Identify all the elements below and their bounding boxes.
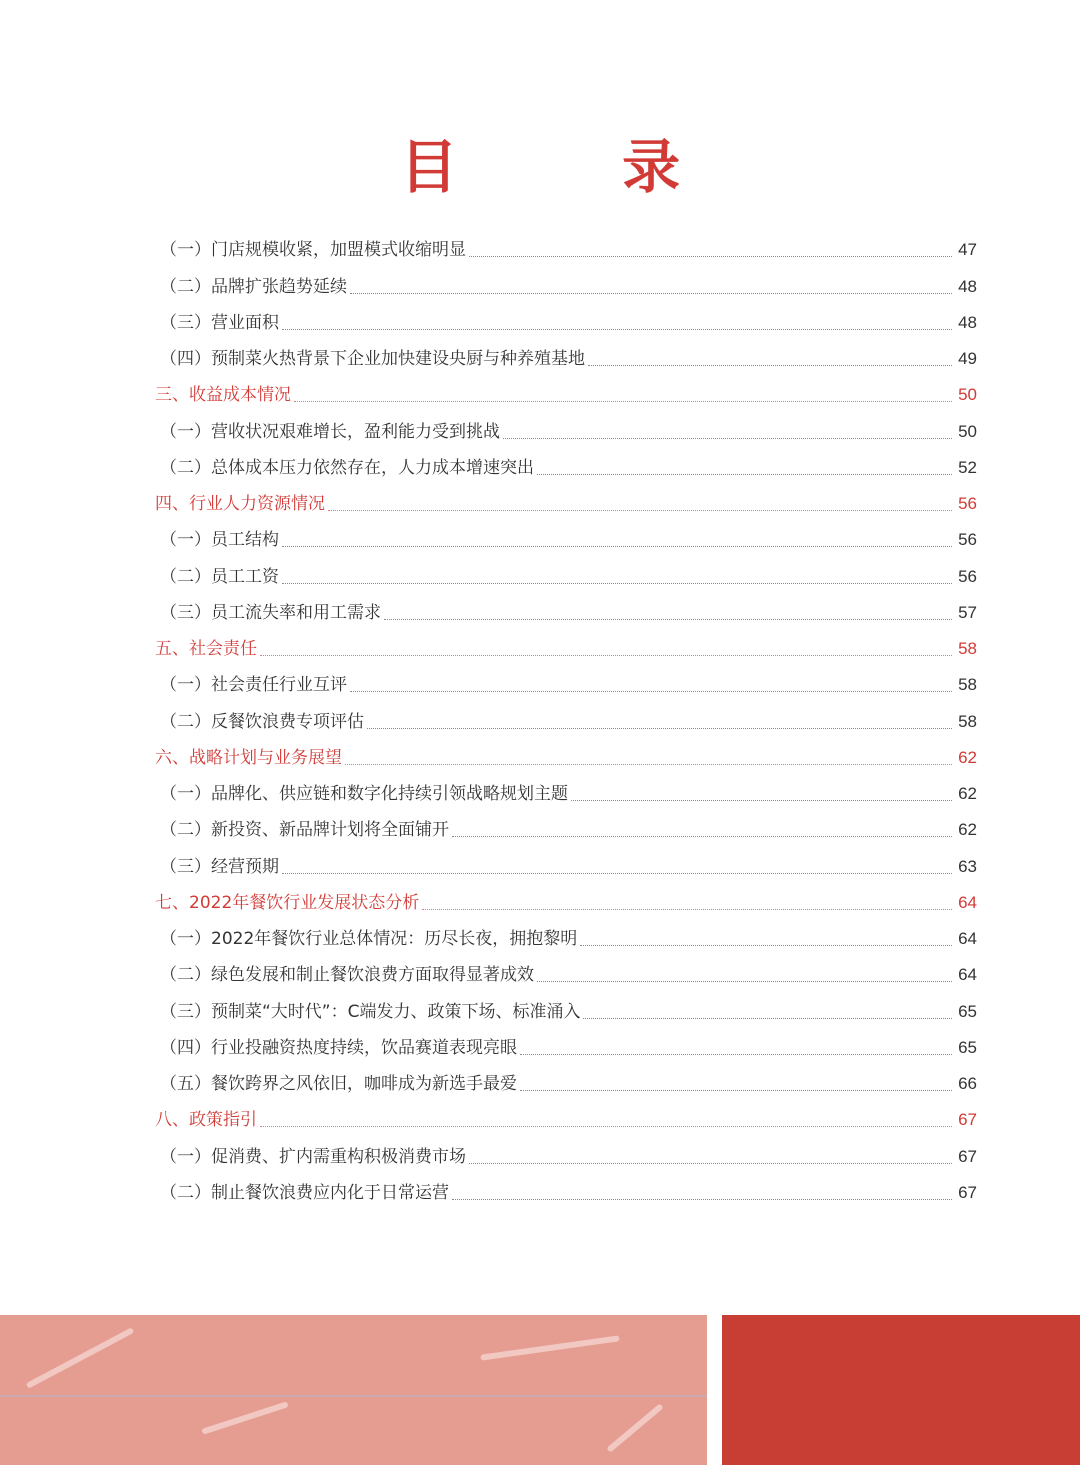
toc-entry[interactable] [155, 232, 977, 268]
toc-entry[interactable] [155, 921, 977, 957]
toc-section-entry[interactable] [155, 377, 977, 413]
toc-entry-label: 七、2022年餐饮行业发展状态分析 [155, 892, 420, 913]
toc-entry[interactable] [155, 305, 977, 341]
toc-page-number: 65 [958, 1001, 977, 1021]
toc-entry-label: （二）员工工资 [160, 566, 279, 587]
dot-leader [282, 329, 952, 330]
toc-page-number: 67 [958, 1110, 977, 1130]
toc-entry-label: （五）餐饮跨界之风依旧，咖啡成为新选手最爱 [160, 1074, 517, 1094]
toc-entry-label: （二）新投资、新品牌计划将全面铺开 [160, 820, 449, 841]
toc-page-number: 48 [958, 312, 977, 332]
dot-leader [282, 583, 952, 584]
toc-entry-label: 六、战略计划与业务展望 [155, 747, 342, 768]
toc-entry[interactable] [155, 341, 977, 377]
dot-leader [282, 546, 952, 547]
dot-leader [350, 293, 952, 294]
toc-page-number: 49 [958, 349, 977, 368]
toc-entry[interactable] [155, 268, 977, 304]
page-title: 目 录 [399, 132, 753, 201]
toc-entry[interactable] [155, 1030, 977, 1066]
table-of-contents [155, 232, 977, 1211]
dot-leader [384, 619, 952, 620]
toc-entry-label: （一）营收状况艰难增长，盈利能力受到挑战 [160, 421, 500, 442]
toc-entry-label: （一）门店规模收紧，加盟模式收缩明显 [160, 240, 466, 261]
toc-page-number: 52 [958, 457, 977, 477]
dot-leader [580, 945, 952, 946]
dot-leader [520, 1054, 952, 1055]
toc-entry-label: （一）品牌化、供应链和数字化持续引领战略规划主题 [160, 784, 568, 804]
dot-leader [571, 800, 952, 801]
toc-entry-label: （三）营业面积 [160, 312, 279, 333]
dot-leader [328, 510, 952, 511]
toc-page-number: 62 [958, 747, 977, 767]
toc-entry[interactable] [155, 993, 977, 1029]
toc-page-number: 57 [958, 602, 977, 622]
toc-page-number: 62 [958, 784, 977, 803]
toc-entry-label: （三）预制菜“大时代”：C端发力、政策下场、标准涌入 [160, 1001, 581, 1022]
dot-leader [452, 836, 952, 837]
dot-leader [282, 873, 952, 874]
dot-leader [583, 1018, 952, 1019]
dot-leader [452, 1199, 952, 1200]
toc-entry[interactable] [155, 413, 977, 449]
toc-page-number: 58 [958, 675, 977, 695]
toc-page-number: 64 [958, 965, 977, 985]
toc-page-number: 47 [958, 240, 977, 260]
toc-entry-label: （一）促消费、扩内需重构积极消费市场 [160, 1146, 466, 1167]
dot-leader [350, 691, 952, 692]
toc-entry-label: （四）预制菜火热背景下企业加快建设央厨与种养殖基地 [160, 349, 585, 369]
dot-leader [422, 909, 952, 910]
toc-section-entry[interactable] [155, 1102, 977, 1138]
toc-entry[interactable] [155, 558, 977, 594]
toc-page-number: 65 [958, 1037, 977, 1057]
toc-page-number: 64 [958, 892, 977, 912]
toc-page-number: 50 [958, 385, 977, 405]
toc-entry-label: 三、收益成本情况 [155, 385, 291, 406]
toc-page-number: 50 [958, 421, 977, 441]
toc-section-entry[interactable] [155, 631, 977, 667]
toc-entry-label: 八、政策指引 [155, 1110, 257, 1131]
toc-entry-label: （三）经营预期 [160, 856, 279, 877]
toc-entry-label: 四、行业人力资源情况 [155, 494, 325, 514]
toc-entry[interactable] [155, 522, 977, 558]
toc-entry[interactable] [155, 1138, 977, 1174]
toc-entry-label: 五、社会责任 [155, 639, 257, 659]
toc-entry[interactable] [155, 1175, 977, 1211]
toc-entry-label: （三）员工流失率和用工需求 [160, 602, 381, 623]
toc-entry-label: （四）行业投融资热度持续，饮品赛道表现亮眼 [160, 1037, 517, 1058]
toc-page-number: 67 [958, 1182, 977, 1202]
toc-entry-label: （二）品牌扩张趋势延续 [160, 276, 347, 297]
toc-entry[interactable] [155, 957, 977, 993]
dot-leader [260, 1126, 952, 1127]
toc-entry[interactable] [155, 1066, 977, 1102]
toc-page-number: 56 [958, 566, 977, 586]
toc-section-entry[interactable] [155, 740, 977, 776]
toc-entry-label: （一）员工结构 [160, 530, 279, 551]
dot-leader [345, 764, 952, 765]
toc-entry-label: （二）总体成本压力依然存在，人力成本增速突出 [160, 457, 534, 478]
toc-page-number: 48 [958, 276, 977, 296]
toc-entry-label: （二）反餐饮浪费专项评估 [160, 711, 364, 732]
toc-page-number: 63 [958, 856, 977, 876]
toc-entry-label: （一）社会责任行业互评 [160, 675, 347, 696]
toc-entry-label: （二）制止餐饮浪费应内化于日常运营 [160, 1182, 449, 1203]
dot-leader [260, 655, 952, 656]
toc-page-number: 58 [958, 639, 977, 658]
toc-entry[interactable] [155, 848, 977, 884]
toc-entry[interactable] [155, 450, 977, 486]
footer-decorative-photo [0, 1315, 707, 1465]
toc-page-number: 62 [958, 820, 977, 840]
dot-leader [537, 981, 952, 982]
toc-entry-label: （一）2022年餐饮行业总体情况：历尽长夜，拥抱黎明 [160, 929, 578, 949]
dot-leader [469, 256, 952, 257]
toc-page-number: 56 [958, 494, 977, 513]
toc-entry[interactable] [155, 812, 977, 848]
toc-entry[interactable] [155, 667, 977, 703]
dot-leader [537, 474, 952, 475]
dot-leader [294, 401, 952, 402]
toc-section-entry[interactable] [155, 486, 977, 522]
toc-entry[interactable] [155, 595, 977, 631]
dot-leader [469, 1163, 952, 1164]
toc-page-number: 64 [958, 929, 977, 948]
dot-leader [503, 438, 952, 439]
toc-entry[interactable] [155, 776, 977, 812]
dot-leader [588, 365, 952, 366]
toc-entry-label: （二）绿色发展和制止餐饮浪费方面取得显著成效 [160, 965, 534, 986]
toc-entry[interactable] [155, 703, 977, 739]
toc-section-entry[interactable] [155, 885, 977, 921]
dot-leader [520, 1090, 952, 1091]
dot-leader [367, 728, 952, 729]
toc-page-number: 58 [958, 711, 977, 731]
toc-page-number: 56 [958, 530, 977, 550]
toc-page-number: 67 [958, 1146, 977, 1166]
footer-red-block [722, 1315, 1080, 1465]
toc-page-number: 66 [958, 1074, 977, 1093]
